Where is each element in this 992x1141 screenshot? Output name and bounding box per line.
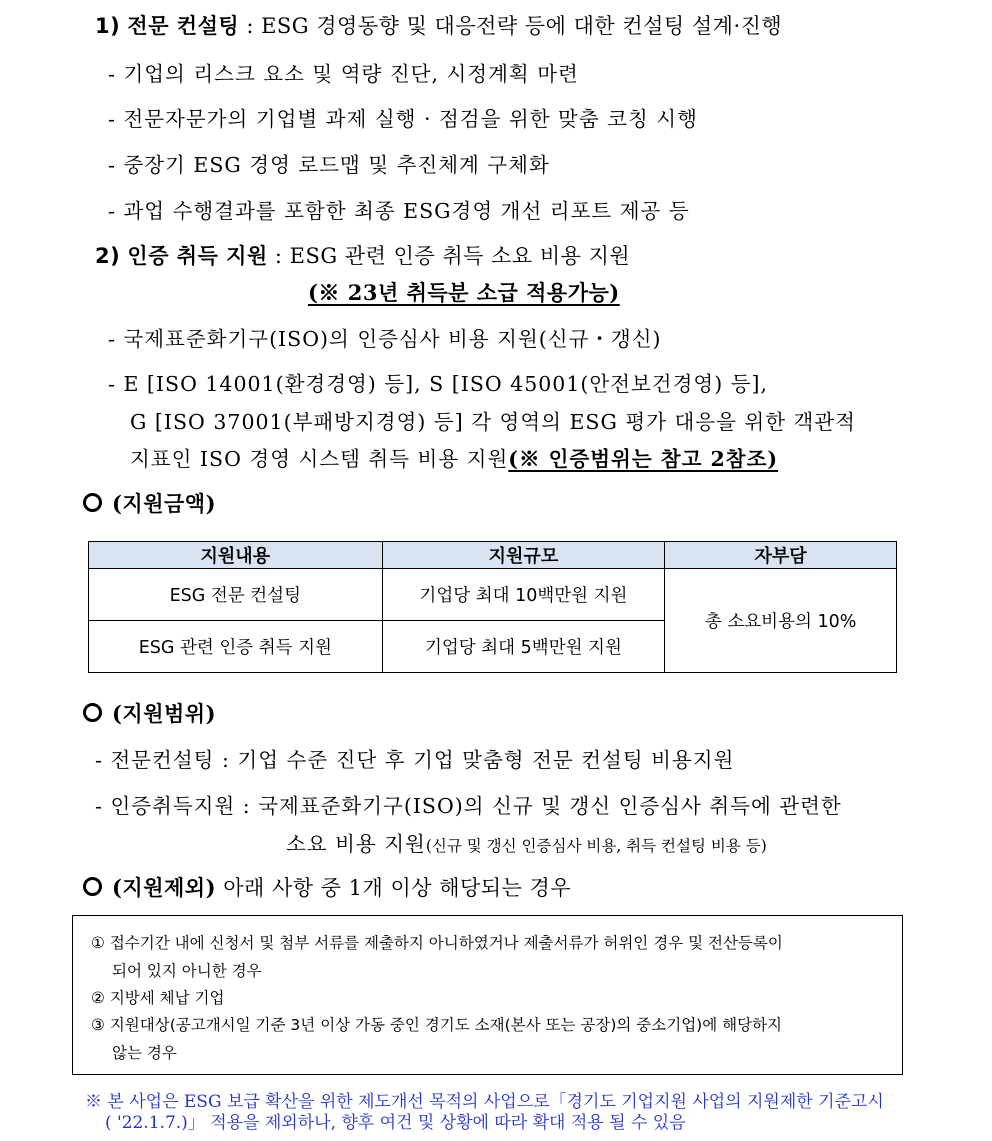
consulting-title: 전문 컨설팅	[127, 13, 240, 38]
certification-note: (※ 23년 취득분 소급 적용가능)	[308, 280, 620, 305]
scope-item: - 인증취득지원 : 국제표준화기구(ISO)의 신규 및 갱신 인증심사 취득에 관련한	[95, 794, 842, 818]
certification-reference-note: (※ 인증범위는 참고 2참조)	[508, 447, 779, 471]
support-amount-table	[88, 541, 897, 673]
consulting-heading	[95, 10, 782, 40]
table-row	[89, 569, 897, 621]
certification-title: 인증 취득 지원	[127, 243, 268, 268]
circle-bullet-icon	[83, 877, 102, 896]
exclusion-heading	[83, 872, 571, 902]
circle-bullet-icon	[83, 703, 102, 722]
scope-item-cont-detail: (신규 및 갱신 인증심사 비용, 취득 컨설팅 비용 등)	[425, 837, 767, 855]
table-header-cell: 지원규모	[382, 542, 665, 569]
scope-item-cont	[286, 827, 767, 857]
table-cell-self-pay: 총 소요비용의 10%	[665, 569, 897, 673]
footnote-line: ( '22.1.7.)」 적용을 제외하나, 향후 여건 및 상황에 따라 확대 적용 될 수 있음	[105, 1113, 686, 1133]
table-cell-content: ESG 전문 컨설팅	[89, 569, 383, 621]
exclusion-desc: 아래 사항 중 1개 이상 해당되는 경우	[216, 876, 572, 900]
certification-heading	[95, 240, 630, 270]
certification-number: 2)	[95, 244, 121, 268]
certification-bullet-cont: G [ISO 37001(부패방지경영) 등] 각 영역의 ESG 평가 대응을 위한 객관적	[130, 410, 856, 434]
exclusion-item-cont: 않는 경우	[112, 1044, 177, 1062]
consulting-bullet: - 과업 수행결과를 포함한 최종 ESG경영 개선 리포트 제공 등	[108, 199, 690, 223]
certification-bullet-text: 지표인 ISO 경영 시스템 취득 비용 지원	[130, 447, 509, 471]
certification-bullet-cont	[130, 442, 778, 472]
exclusion-box	[72, 915, 903, 1075]
footnote-line: ※ 본 사업은 ESG 보급 확산을 위한 제도개선 목적의 사업으로「경기도 기업지원 사업의 지원제한 기준고시	[85, 1092, 884, 1112]
amount-heading	[83, 488, 216, 518]
consulting-desc: : ESG 경영동향 및 대응전략 등에 대한 컨설팅 설계·진행	[239, 14, 783, 38]
table-header-cell: 지원내용	[89, 542, 383, 569]
scope-item-cont-main: 소요 비용 지원	[286, 832, 426, 856]
amount-heading-text: (지원금액)	[112, 491, 217, 516]
table-header-cell: 자부담	[665, 542, 897, 569]
table-header-row	[89, 542, 897, 569]
exclusion-item: ② 지방세 체납 기업	[91, 989, 225, 1007]
certification-bullet: - E [ISO 14001(환경경영) 등], S [ISO 45001(안전보건경영) 등],	[108, 372, 769, 396]
scope-heading	[83, 698, 216, 728]
scope-heading-text: (지원범위)	[112, 701, 217, 726]
certification-bullet: - 국제표준화기구(ISO)의 인증심사 비용 지원(신규・갱신)	[108, 327, 662, 351]
consulting-bullet: - 중장기 ESG 경영 로드맵 및 추진체계 구체화	[108, 153, 550, 177]
consulting-bullet: - 기업의 리스크 요소 및 역량 진단, 시정계획 마련	[108, 62, 579, 86]
table-cell-content: ESG 관련 인증 취득 지원	[89, 621, 383, 673]
table-cell-scale: 기업당 최대 5백만원 지원	[382, 621, 665, 673]
certification-desc: : ESG 관련 인증 취득 소요 비용 지원	[267, 244, 631, 268]
table-cell-scale: 기업당 최대 10백만원 지원	[382, 569, 665, 621]
exclusion-item: ③ 지원대상(공고개시일 기준 3년 이상 가동 중인 경기도 소재(본사 또는 공장)의 중소기업)에 해당하지	[91, 1016, 783, 1034]
consulting-bullet: - 전문자문가의 기업별 과제 실행 · 점검을 위한 맞춤 코칭 시행	[108, 107, 698, 131]
exclusion-heading-text: (지원제외)	[112, 875, 217, 900]
scope-item: - 전문컨설팅 : 기업 수준 진단 후 기업 맞춤형 전문 컨설팅 비용지원	[95, 748, 735, 772]
circle-bullet-icon	[83, 493, 102, 512]
exclusion-item: ① 접수기간 내에 신청서 및 첨부 서류를 제출하지 아니하였거나 제출서류가 허위인 경우 및 전산등록이	[91, 934, 783, 952]
consulting-number: 1)	[95, 14, 121, 38]
exclusion-item-cont: 되어 있지 아니한 경우	[112, 962, 262, 980]
